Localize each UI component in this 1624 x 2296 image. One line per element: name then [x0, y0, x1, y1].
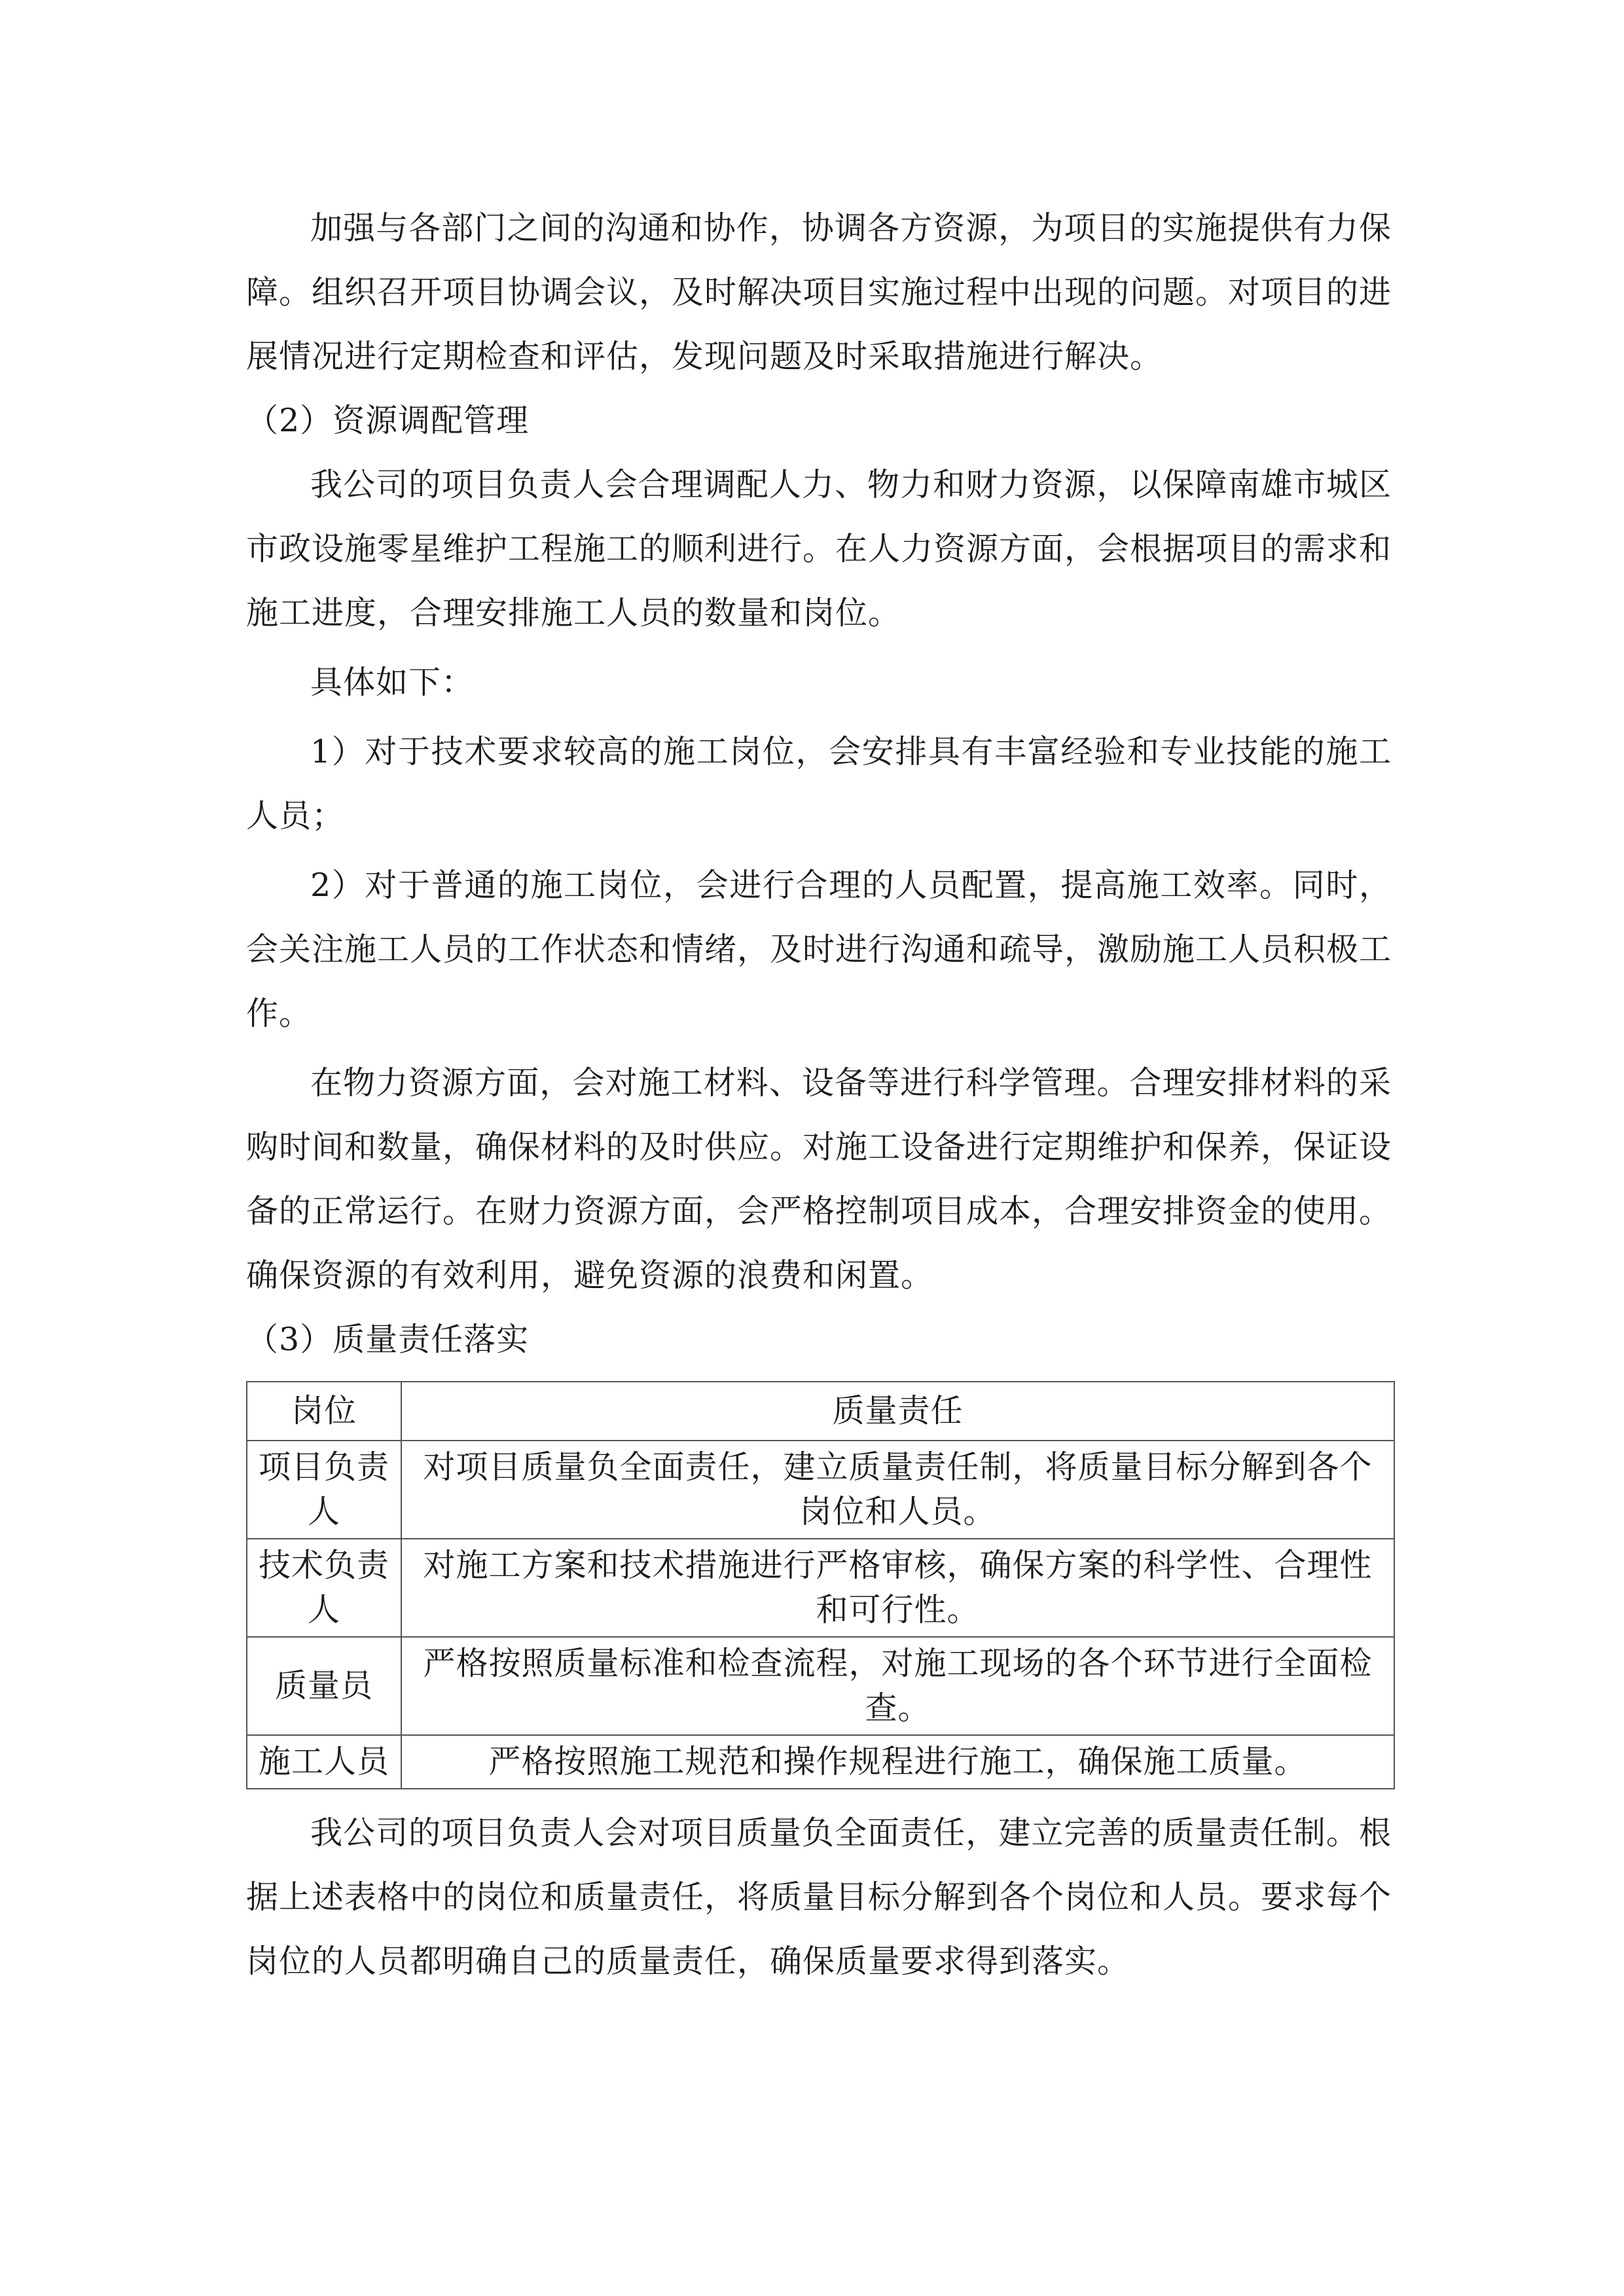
table-cell-responsibility: 严格按照质量标准和检查流程，对施工现场的各个环节进行全面检查。	[401, 1637, 1394, 1735]
section-heading-quality-responsibility: （3）质量责任落实	[246, 1321, 530, 1358]
table-header-position: 岗位	[247, 1382, 401, 1441]
list-item-1: 1）对于技术要求较高的施工岗位，会安排具有丰富经验和专业技能的施工人员；	[246, 733, 1392, 834]
paragraph-lead: 具体如下：	[310, 664, 475, 701]
table-header-row	[247, 1382, 1394, 1441]
table-row	[247, 1441, 1394, 1539]
paragraph-closing: 我公司的项目负责人会对项目质量负全面责任，建立完善的质量责任制。根据上述表格中的岗位和质量责任，将质量目标分解到各个岗位和人员。要求每个岗位的人员都明确自己的质量责任，确保质量要求得到落实。	[246, 1814, 1392, 1980]
table-cell-position: 质量员	[247, 1637, 401, 1735]
table-row	[247, 1539, 1394, 1637]
table-cell-position: 施工人员	[247, 1735, 401, 1789]
document-page	[246, 196, 1392, 1994]
section-heading-resource-allocation: （2）资源调配管理	[246, 402, 530, 439]
paragraph-resource-intro: 我公司的项目负责人会合理调配人力、物力和财力资源，以保障南雄市城区市政设施零星维护工程施工的顺利进行。在人力资源方面，会根据项目的需求和施工进度，合理安排施工人员的数量和岗位。	[246, 466, 1392, 632]
table-cell-position: 项目负责人	[247, 1441, 401, 1539]
table-row	[247, 1637, 1394, 1735]
table-row	[247, 1735, 1394, 1789]
table-cell-responsibility: 对项目质量负全面责任，建立质量责任制，将质量目标分解到各个岗位和人员。	[401, 1441, 1394, 1539]
paragraph-material-resources: 在物力资源方面，会对施工材料、设备等进行科学管理。合理安排材料的采购时间和数量，确保材料的及时供应。对施工设备进行定期维护和保养，保证设备的正常运行。在财力资源方面，会严格控制项目成本，合理安排资金的使用。确保资源的有效利用，避免资源的浪费和闲置。	[246, 1064, 1392, 1294]
quality-responsibility-table	[246, 1381, 1395, 1789]
table-cell-responsibility: 对施工方案和技术措施进行严格审核，确保方案的科学性、合理性和可行性。	[401, 1539, 1394, 1637]
table-cell-responsibility: 严格按照施工规范和操作规程进行施工，确保施工质量。	[401, 1735, 1394, 1789]
paragraph-coordination: 加强与各部门之间的沟通和协作，协调各方资源，为项目的实施提供有力保障。组织召开项目协调会议，及时解决项目实施过程中出现的问题。对项目的进展情况进行定期检查和评估，发现问题及时采取措施进行解决。	[246, 209, 1392, 375]
table-header-responsibility: 质量责任	[401, 1382, 1394, 1441]
table-cell-position: 技术负责人	[247, 1539, 401, 1637]
list-item-2: 2）对于普通的施工岗位，会进行合理的人员配置，提高施工效率。同时，会关注施工人员的工作状态和情绪，及时进行沟通和疏导，激励施工人员积极工作。	[246, 867, 1392, 1032]
